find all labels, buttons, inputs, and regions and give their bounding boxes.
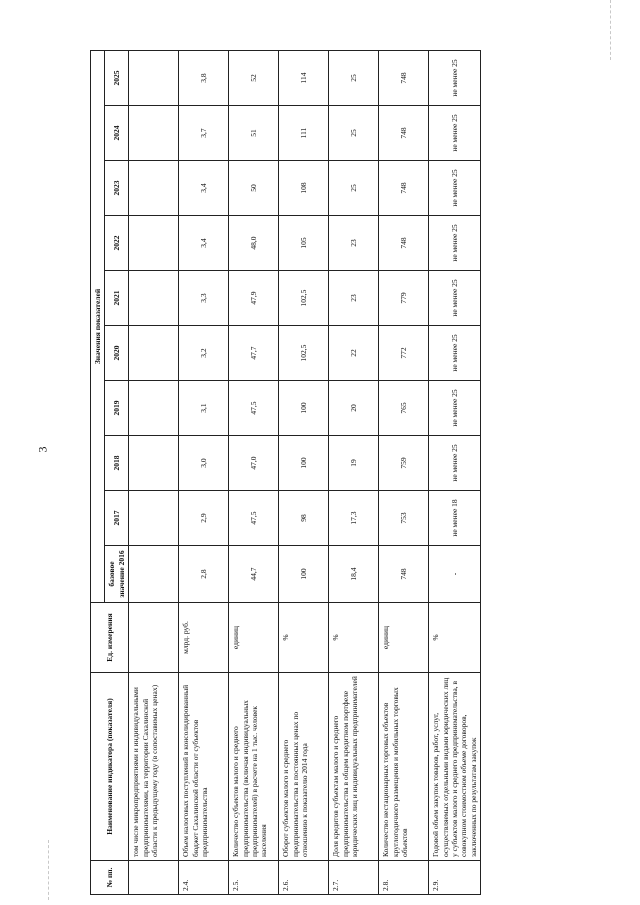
header-year-base: базовое значение 2016 [105,546,129,603]
row-unit: млрд. руб. [179,603,229,673]
row-value: 17,3 [329,491,379,546]
row-value: 2,9 [179,491,229,546]
row-value: 759 [379,436,429,491]
header-values-group: Значения показателей [91,51,105,603]
row-value: 102,5 [279,271,329,326]
row-value: 102,5 [279,326,329,381]
row-value: 20 [329,381,379,436]
row-value: 748 [379,546,429,603]
header-year-2018: 2018 [105,436,129,491]
page-number: 3 [35,446,50,453]
row-value: 51 [229,106,279,161]
table-row [379,51,429,895]
row-value: не менее 25 [429,161,481,216]
row-indicator-name: Количество субъектов малого и среднего предпринимательства (включая индивидуальных предпринимателей) в расчете на 1 тыс. человек населения [229,673,279,861]
row-value: 3,2 [179,326,229,381]
row-value: 748 [379,161,429,216]
header-year-2025: 2025 [105,51,129,106]
row-num [129,861,179,895]
row-value: не менее 25 [429,436,481,491]
row-value: 3,1 [179,381,229,436]
table-row [129,51,179,895]
table-body [129,51,481,895]
row-value: 772 [379,326,429,381]
header-year-2019: 2019 [105,381,129,436]
row-value: 44,7 [229,546,279,603]
header-unit: Ед. измерения [91,603,129,673]
row-value: не менее 25 [429,51,481,106]
row-unit: единиц [379,603,429,673]
row-num: 2.9. [429,861,481,895]
row-indicator-name: Годовой объем закупок товаров, работ, услуг, осуществляемых отдельными видами юридических лиц у субъектов малого и среднего предпринимательства, в совокупном стоимостном объеме договоров, заключенных по результатам закупок [429,673,481,861]
row-value: 47,7 [229,326,279,381]
table-row [179,51,229,895]
header-year-2024: 2024 [105,106,129,161]
row-value: 108 [279,161,329,216]
row-value [129,271,179,326]
row-value: 3,0 [179,436,229,491]
row-value: 748 [379,216,429,271]
row-value: 779 [379,271,429,326]
row-value: 23 [329,216,379,271]
row-num: 2.6. [279,861,329,895]
indicators-table [90,50,481,895]
row-value: 47,5 [229,381,279,436]
table-row [279,51,329,895]
row-value: 748 [379,51,429,106]
header-name: Наименование индикатора (показателя) [91,673,129,861]
header-year-2022: 2022 [105,216,129,271]
table-rotator [90,55,620,895]
row-value: 753 [379,491,429,546]
row-value: 19 [329,436,379,491]
header-year-2017: 2017 [105,491,129,546]
row-value: не менее 25 [429,381,481,436]
row-value [129,436,179,491]
row-value: 100 [279,436,329,491]
row-value: 100 [279,546,329,603]
row-value: не менее 25 [429,271,481,326]
header-year-2021: 2021 [105,271,129,326]
row-value: - [429,546,481,603]
row-value [129,491,179,546]
row-value: 111 [279,106,329,161]
row-value [129,381,179,436]
header-num: № пп. [91,861,129,895]
row-value: не менее 25 [429,326,481,381]
row-indicator-name: Количество нестационарных торговых объектов круглогодичного размещения и мобильных торговых объектов [379,673,429,861]
row-num: 2.8. [379,861,429,895]
row-unit [129,603,179,673]
row-unit: % [329,603,379,673]
row-value [129,161,179,216]
scan-margin-line-bottom [48,840,49,900]
row-value: 25 [329,161,379,216]
row-value: 47,9 [229,271,279,326]
row-value: 23 [329,271,379,326]
row-indicator-name: том числе микропредприятиями и индивидуальными предпринимателями, на территории Сахалинской области к предыдущему году (в сопоставимых ценах) [129,673,179,861]
row-value [129,326,179,381]
row-value [129,546,179,603]
row-value: 47,0 [229,436,279,491]
row-value: 100 [279,381,329,436]
row-value [129,106,179,161]
row-value: 765 [379,381,429,436]
row-num: 2.7. [329,861,379,895]
row-num: 2.4. [179,861,229,895]
row-num: 2.5. [229,861,279,895]
row-value: 47,5 [229,491,279,546]
row-value: 748 [379,106,429,161]
row-value: 3,4 [179,216,229,271]
row-indicator-name: Оборот субъектов малого и среднего предпринимательства в постоянных ценах по отношению к показателю 2014 года [279,673,329,861]
row-value: 3,4 [179,161,229,216]
row-indicator-name: Объем налоговых поступлений в консолидированный бюджет Сахалинской области от субъектов предпринимательства [179,673,229,861]
row-indicator-name: Доля кредитов субъектам малого и среднего предпринимательства в общем кредитном портфеле юридических лиц и индивидуальных предпринимателей [329,673,379,861]
header-year-2023: 2023 [105,161,129,216]
row-value: 3,3 [179,271,229,326]
row-value: 25 [329,106,379,161]
row-value [129,51,179,106]
row-value: 18,4 [329,546,379,603]
row-value: 25 [329,51,379,106]
table-row [429,51,481,895]
row-value: 48,0 [229,216,279,271]
row-value: 50 [229,161,279,216]
table-wrap [90,55,620,895]
row-unit: единиц [229,603,279,673]
row-value: не менее 25 [429,106,481,161]
row-value: 114 [279,51,329,106]
row-value: не менее 18 [429,491,481,546]
scan-margin-line-top [610,0,611,60]
row-value: 52 [229,51,279,106]
row-value: не менее 25 [429,216,481,271]
table-row [329,51,379,895]
header-year-2020: 2020 [105,326,129,381]
table-row [229,51,279,895]
row-value: 3,8 [179,51,229,106]
row-unit: % [279,603,329,673]
row-value: 3,7 [179,106,229,161]
row-unit: % [429,603,481,673]
row-value: 105 [279,216,329,271]
row-value: 2,8 [179,546,229,603]
row-value [129,216,179,271]
row-value: 22 [329,326,379,381]
row-value: 98 [279,491,329,546]
